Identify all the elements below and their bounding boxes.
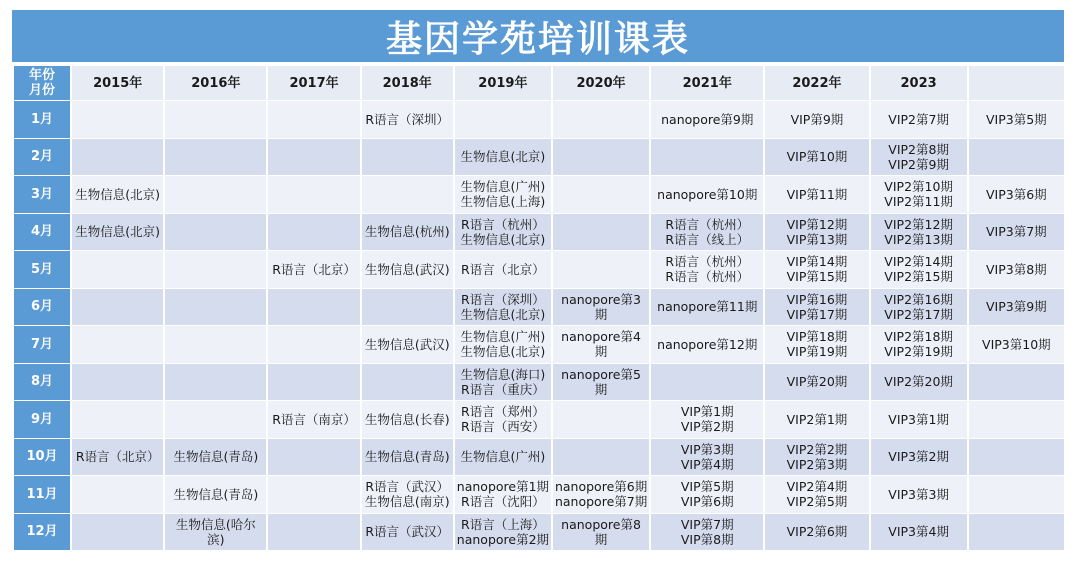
table-row	[14, 214, 1064, 251]
schedule-cell	[165, 176, 266, 213]
course-entry: VIP3第1期	[888, 411, 949, 427]
year-header: 2019年	[455, 66, 551, 100]
course-entry: VIP第4期	[680, 456, 734, 472]
schedule-cell	[871, 214, 967, 251]
schedule-cell	[765, 176, 868, 213]
schedule-cell	[969, 439, 1064, 476]
schedule-cell	[455, 214, 551, 251]
course-entry: VIP2第20期	[884, 374, 953, 390]
schedule-cell	[165, 214, 266, 251]
course-entry: VIP第19期	[786, 344, 848, 360]
table-row	[14, 139, 1064, 176]
course-entry: VIP2第14期	[884, 254, 953, 270]
year-header: 2017年	[268, 66, 359, 100]
schedule-cell	[765, 514, 868, 551]
course-entry: 生物信息(南京)	[364, 494, 450, 510]
schedule-cell	[765, 401, 868, 438]
course-entry: VIP第9期	[790, 111, 844, 127]
schedule-cell	[362, 514, 453, 551]
schedule-cell	[969, 401, 1064, 438]
course-entry: nanopore第4期	[561, 329, 641, 360]
schedule-cell	[871, 251, 967, 288]
schedule-cell	[765, 364, 868, 401]
course-entry: nanopore第3期	[561, 291, 641, 322]
schedule-cell	[553, 101, 649, 138]
course-entry: VIP2第5期	[786, 494, 848, 510]
course-entry: VIP第13期	[786, 231, 848, 247]
schedule-cell	[72, 364, 163, 401]
schedule-cell	[72, 401, 163, 438]
course-entry: VIP2第8期	[888, 141, 949, 157]
course-entry: nanopore第9期	[661, 111, 754, 127]
schedule-cell	[362, 214, 453, 251]
schedule-cell	[455, 251, 551, 288]
schedule-cell	[362, 326, 453, 363]
course-entry: VIP2第4期	[786, 479, 848, 495]
course-entry: nanopore第8期	[561, 516, 641, 547]
course-entry: VIP第5期	[680, 479, 734, 495]
year-header: 2021年	[651, 66, 763, 100]
course-entry: 生物信息(武汉)	[364, 336, 450, 352]
schedule-cell	[268, 476, 359, 513]
schedule-cell	[165, 326, 266, 363]
schedule-cell	[165, 401, 266, 438]
schedule-cell	[969, 214, 1064, 251]
course-entry: VIP2第11期	[884, 194, 953, 210]
course-entry: R语言（线上）	[665, 231, 750, 247]
schedule-cell	[72, 326, 163, 363]
schedule-cell	[268, 101, 359, 138]
schedule-cell	[871, 176, 967, 213]
year-header	[969, 66, 1064, 100]
schedule-cell	[268, 139, 359, 176]
month-label: 12月	[14, 514, 70, 551]
course-entry: VIP2第2期	[786, 441, 848, 457]
schedule-cell	[651, 364, 763, 401]
schedule-cell	[871, 289, 967, 326]
corner-month-label: 月份	[29, 83, 56, 98]
schedule-body	[14, 101, 1064, 550]
schedule-cell	[72, 514, 163, 551]
course-entry: VIP3第2期	[888, 449, 949, 465]
course-entry: VIP第2期	[680, 419, 734, 435]
course-entry: 生物信息(杭州)	[364, 224, 450, 240]
schedule-cell	[651, 514, 763, 551]
schedule-cell	[165, 289, 266, 326]
course-entry: VIP3第4期	[888, 524, 949, 540]
schedule-cell	[871, 326, 967, 363]
course-entry: nanopore第12期	[657, 336, 758, 352]
course-entry: 生物信息(广州)	[460, 329, 546, 345]
schedule-cell	[165, 476, 266, 513]
schedule-cell	[362, 364, 453, 401]
year-header: 2018年	[362, 66, 453, 100]
schedule-cell	[651, 139, 763, 176]
course-entry: nanopore第10期	[657, 186, 758, 202]
schedule-cell	[362, 289, 453, 326]
schedule-cell	[362, 176, 453, 213]
table-row	[14, 439, 1064, 476]
month-label: 6月	[14, 289, 70, 326]
schedule-cell	[871, 101, 967, 138]
course-entry: VIP2第1期	[786, 411, 848, 427]
schedule-cell	[362, 439, 453, 476]
course-entry: VIP2第13期	[884, 231, 953, 247]
table-row	[14, 514, 1064, 551]
course-entry: R语言（武汉）	[365, 524, 450, 540]
course-entry: VIP3第5期	[986, 111, 1047, 127]
course-entry: VIP第1期	[680, 404, 734, 420]
schedule-cell	[165, 364, 266, 401]
course-entry: VIP2第3期	[786, 456, 848, 472]
course-entry: nanopore第6期	[554, 479, 648, 495]
course-entry: R语言（沈阳）	[461, 494, 545, 510]
schedule-cell	[553, 364, 649, 401]
course-entry: VIP第11期	[786, 186, 848, 202]
schedule-cell	[362, 401, 453, 438]
schedule-cell	[455, 439, 551, 476]
schedule-cell	[969, 139, 1064, 176]
table-row	[14, 101, 1064, 138]
course-entry: 生物信息(北京)	[460, 306, 546, 322]
month-label: 3月	[14, 176, 70, 213]
schedule-cell	[969, 326, 1064, 363]
schedule-cell	[362, 101, 453, 138]
schedule-cell	[969, 514, 1064, 551]
course-entry: R语言（杭州）	[461, 216, 545, 232]
month-label: 10月	[14, 439, 70, 476]
schedule-cell	[455, 326, 551, 363]
course-entry: VIP第17期	[786, 306, 848, 322]
schedule-cell	[765, 139, 868, 176]
schedule-cell	[268, 214, 359, 251]
course-entry: VIP2第16期	[884, 291, 953, 307]
schedule-cell	[651, 439, 763, 476]
schedule-cell	[553, 139, 649, 176]
course-entry: VIP3第10期	[982, 336, 1051, 352]
course-entry: R语言（杭州）	[665, 254, 750, 270]
schedule-cell	[455, 476, 551, 513]
month-label: 2月	[14, 139, 70, 176]
course-entry: VIP第16期	[786, 291, 848, 307]
schedule-cell	[268, 289, 359, 326]
month-label: 4月	[14, 214, 70, 251]
schedule-cell	[268, 176, 359, 213]
schedule-cell	[362, 251, 453, 288]
schedule-cell	[72, 439, 163, 476]
course-entry: nanopore第7期	[554, 494, 648, 510]
course-entry: nanopore第2期	[456, 531, 550, 547]
schedule-cell	[72, 289, 163, 326]
schedule-cell	[969, 176, 1064, 213]
course-entry: 生物信息(北京)	[75, 186, 161, 202]
schedule-cell	[165, 139, 266, 176]
schedule-cell	[553, 476, 649, 513]
schedule-cell	[165, 251, 266, 288]
schedule-cell	[765, 326, 868, 363]
schedule-cell	[651, 401, 763, 438]
schedule-cell	[651, 326, 763, 363]
schedule-cell	[969, 101, 1064, 138]
schedule-cell	[165, 101, 266, 138]
schedule-cell	[362, 139, 453, 176]
table-row	[14, 326, 1064, 363]
schedule-table	[12, 65, 1066, 551]
schedule-cell	[553, 326, 649, 363]
course-entry: nanopore第11期	[657, 299, 758, 315]
corner-year-label: 年份	[29, 68, 56, 83]
course-entry: R语言（深圳）	[365, 111, 450, 127]
course-entry: 生物信息(北京)	[75, 224, 161, 240]
schedule-cell	[455, 289, 551, 326]
schedule-cell	[553, 514, 649, 551]
year-header: 2020年	[553, 66, 649, 100]
schedule-cell	[871, 514, 967, 551]
corner-header	[14, 66, 70, 100]
course-entry: R语言（郑州）	[461, 404, 545, 420]
schedule-cell	[553, 176, 649, 213]
course-entry: 生物信息(青岛)	[173, 486, 259, 502]
table-row	[14, 476, 1064, 513]
schedule-cell	[765, 214, 868, 251]
schedule-cell	[553, 289, 649, 326]
schedule-cell	[72, 101, 163, 138]
course-entry: 生物信息(北京)	[460, 149, 546, 165]
schedule-cell	[72, 476, 163, 513]
table-row	[14, 401, 1064, 438]
month-label: 5月	[14, 251, 70, 288]
year-header: 2023	[871, 66, 967, 100]
schedule-cell	[651, 289, 763, 326]
schedule-cell	[553, 401, 649, 438]
schedule-cell	[651, 476, 763, 513]
course-entry: VIP2第18期	[884, 329, 953, 345]
course-entry: VIP第8期	[680, 531, 734, 547]
course-entry: nanopore第5期	[561, 366, 641, 397]
course-entry: 生物信息(青岛)	[173, 449, 259, 465]
course-entry: VIP第10期	[786, 149, 848, 165]
course-entry: R语言（上海）	[461, 516, 545, 532]
course-entry: 生物信息(武汉)	[364, 261, 450, 277]
schedule-cell	[553, 439, 649, 476]
year-header: 2022年	[765, 66, 868, 100]
schedule-cell	[871, 476, 967, 513]
schedule-cell	[553, 251, 649, 288]
table-row	[14, 364, 1064, 401]
course-entry: R语言（重庆）	[461, 381, 545, 397]
schedule-cell	[268, 439, 359, 476]
course-entry: VIP2第17期	[884, 306, 953, 322]
year-header: 2015年	[72, 66, 163, 100]
course-entry: VIP第15期	[786, 269, 848, 285]
schedule-cell	[871, 401, 967, 438]
schedule-cell	[765, 101, 868, 138]
schedule-cell	[455, 101, 551, 138]
schedule-cell	[268, 251, 359, 288]
course-entry: R语言（深圳）	[461, 291, 545, 307]
page-title: 基因学苑培训课表	[12, 10, 1064, 62]
schedule-cell	[969, 364, 1064, 401]
schedule-cell	[455, 139, 551, 176]
course-entry: VIP2第7期	[888, 111, 949, 127]
course-entry: R语言（北京）	[461, 261, 545, 277]
course-entry: VIP2第10期	[884, 179, 953, 195]
schedule-cell	[553, 214, 649, 251]
schedule-cell	[871, 364, 967, 401]
course-entry: R语言（北京）	[272, 261, 356, 277]
course-entry: VIP3第7期	[986, 224, 1047, 240]
course-entry: VIP第18期	[786, 329, 848, 345]
month-label: 1月	[14, 101, 70, 138]
schedule-cell	[268, 514, 359, 551]
course-entry: VIP2第15期	[884, 269, 953, 285]
course-entry: 生物信息(北京)	[460, 231, 546, 247]
schedule-cell	[268, 326, 359, 363]
table-row	[14, 176, 1064, 213]
course-entry: 生物信息(青岛)	[364, 449, 450, 465]
year-header-row	[14, 66, 1064, 100]
course-entry: VIP第3期	[680, 441, 734, 457]
course-entry: R语言（西安）	[461, 419, 545, 435]
table-row	[14, 251, 1064, 288]
course-entry: 生物信息(北京)	[460, 344, 546, 360]
course-entry: 生物信息(广州)	[460, 179, 546, 195]
schedule-cell	[455, 514, 551, 551]
course-entry: VIP第14期	[786, 254, 848, 270]
schedule-cell	[72, 214, 163, 251]
schedule-cell	[362, 476, 453, 513]
course-entry: VIP2第12期	[884, 216, 953, 232]
course-entry: R语言（杭州）	[665, 269, 750, 285]
schedule-cell	[165, 514, 266, 551]
course-entry: VIP2第9期	[888, 156, 949, 172]
schedule-cell	[969, 476, 1064, 513]
year-header: 2016年	[165, 66, 266, 100]
course-entry: VIP第6期	[680, 494, 734, 510]
schedule-cell	[871, 439, 967, 476]
schedule-cell	[455, 176, 551, 213]
schedule-cell	[455, 401, 551, 438]
schedule-cell	[651, 214, 763, 251]
schedule-cell	[765, 289, 868, 326]
course-entry: R语言（武汉）	[365, 479, 450, 495]
schedule-cell	[765, 476, 868, 513]
month-label: 8月	[14, 364, 70, 401]
course-entry: 生物信息(哈尔滨)	[175, 516, 256, 547]
schedule-cell	[969, 289, 1064, 326]
course-entry: 生物信息(广州)	[460, 449, 546, 465]
course-entry: VIP3第8期	[986, 261, 1047, 277]
schedule-cell	[765, 439, 868, 476]
course-entry: VIP3第9期	[986, 299, 1047, 315]
schedule-cell	[268, 364, 359, 401]
schedule-cell	[72, 251, 163, 288]
course-entry: VIP第12期	[786, 216, 848, 232]
schedule-cell	[871, 139, 967, 176]
schedule-cell	[651, 251, 763, 288]
course-entry: nanopore第1期	[456, 479, 550, 495]
course-entry: R语言（北京）	[75, 449, 160, 465]
schedule-cell	[651, 101, 763, 138]
course-entry: VIP3第6期	[986, 186, 1047, 202]
schedule-cell	[651, 176, 763, 213]
table-row	[14, 289, 1064, 326]
month-label: 11月	[14, 476, 70, 513]
course-entry: VIP第7期	[680, 516, 734, 532]
course-entry: R语言（南京）	[272, 411, 356, 427]
month-label: 9月	[14, 401, 70, 438]
course-entry: VIP2第19期	[884, 344, 953, 360]
schedule-cell	[765, 251, 868, 288]
schedule-cell	[455, 364, 551, 401]
course-entry: VIP第20期	[786, 374, 848, 390]
course-entry: VIP3第3期	[888, 486, 949, 502]
month-label: 7月	[14, 326, 70, 363]
course-entry: R语言（杭州）	[665, 216, 750, 232]
schedule-cell	[268, 401, 359, 438]
course-entry: 生物信息(长春)	[364, 411, 450, 427]
course-entry: 生物信息(海口)	[460, 366, 546, 382]
schedule-cell	[72, 176, 163, 213]
schedule-cell	[165, 439, 266, 476]
course-entry: VIP2第6期	[786, 524, 848, 540]
schedule-cell	[969, 251, 1064, 288]
schedule-cell	[72, 139, 163, 176]
course-entry: 生物信息(上海)	[460, 194, 546, 210]
